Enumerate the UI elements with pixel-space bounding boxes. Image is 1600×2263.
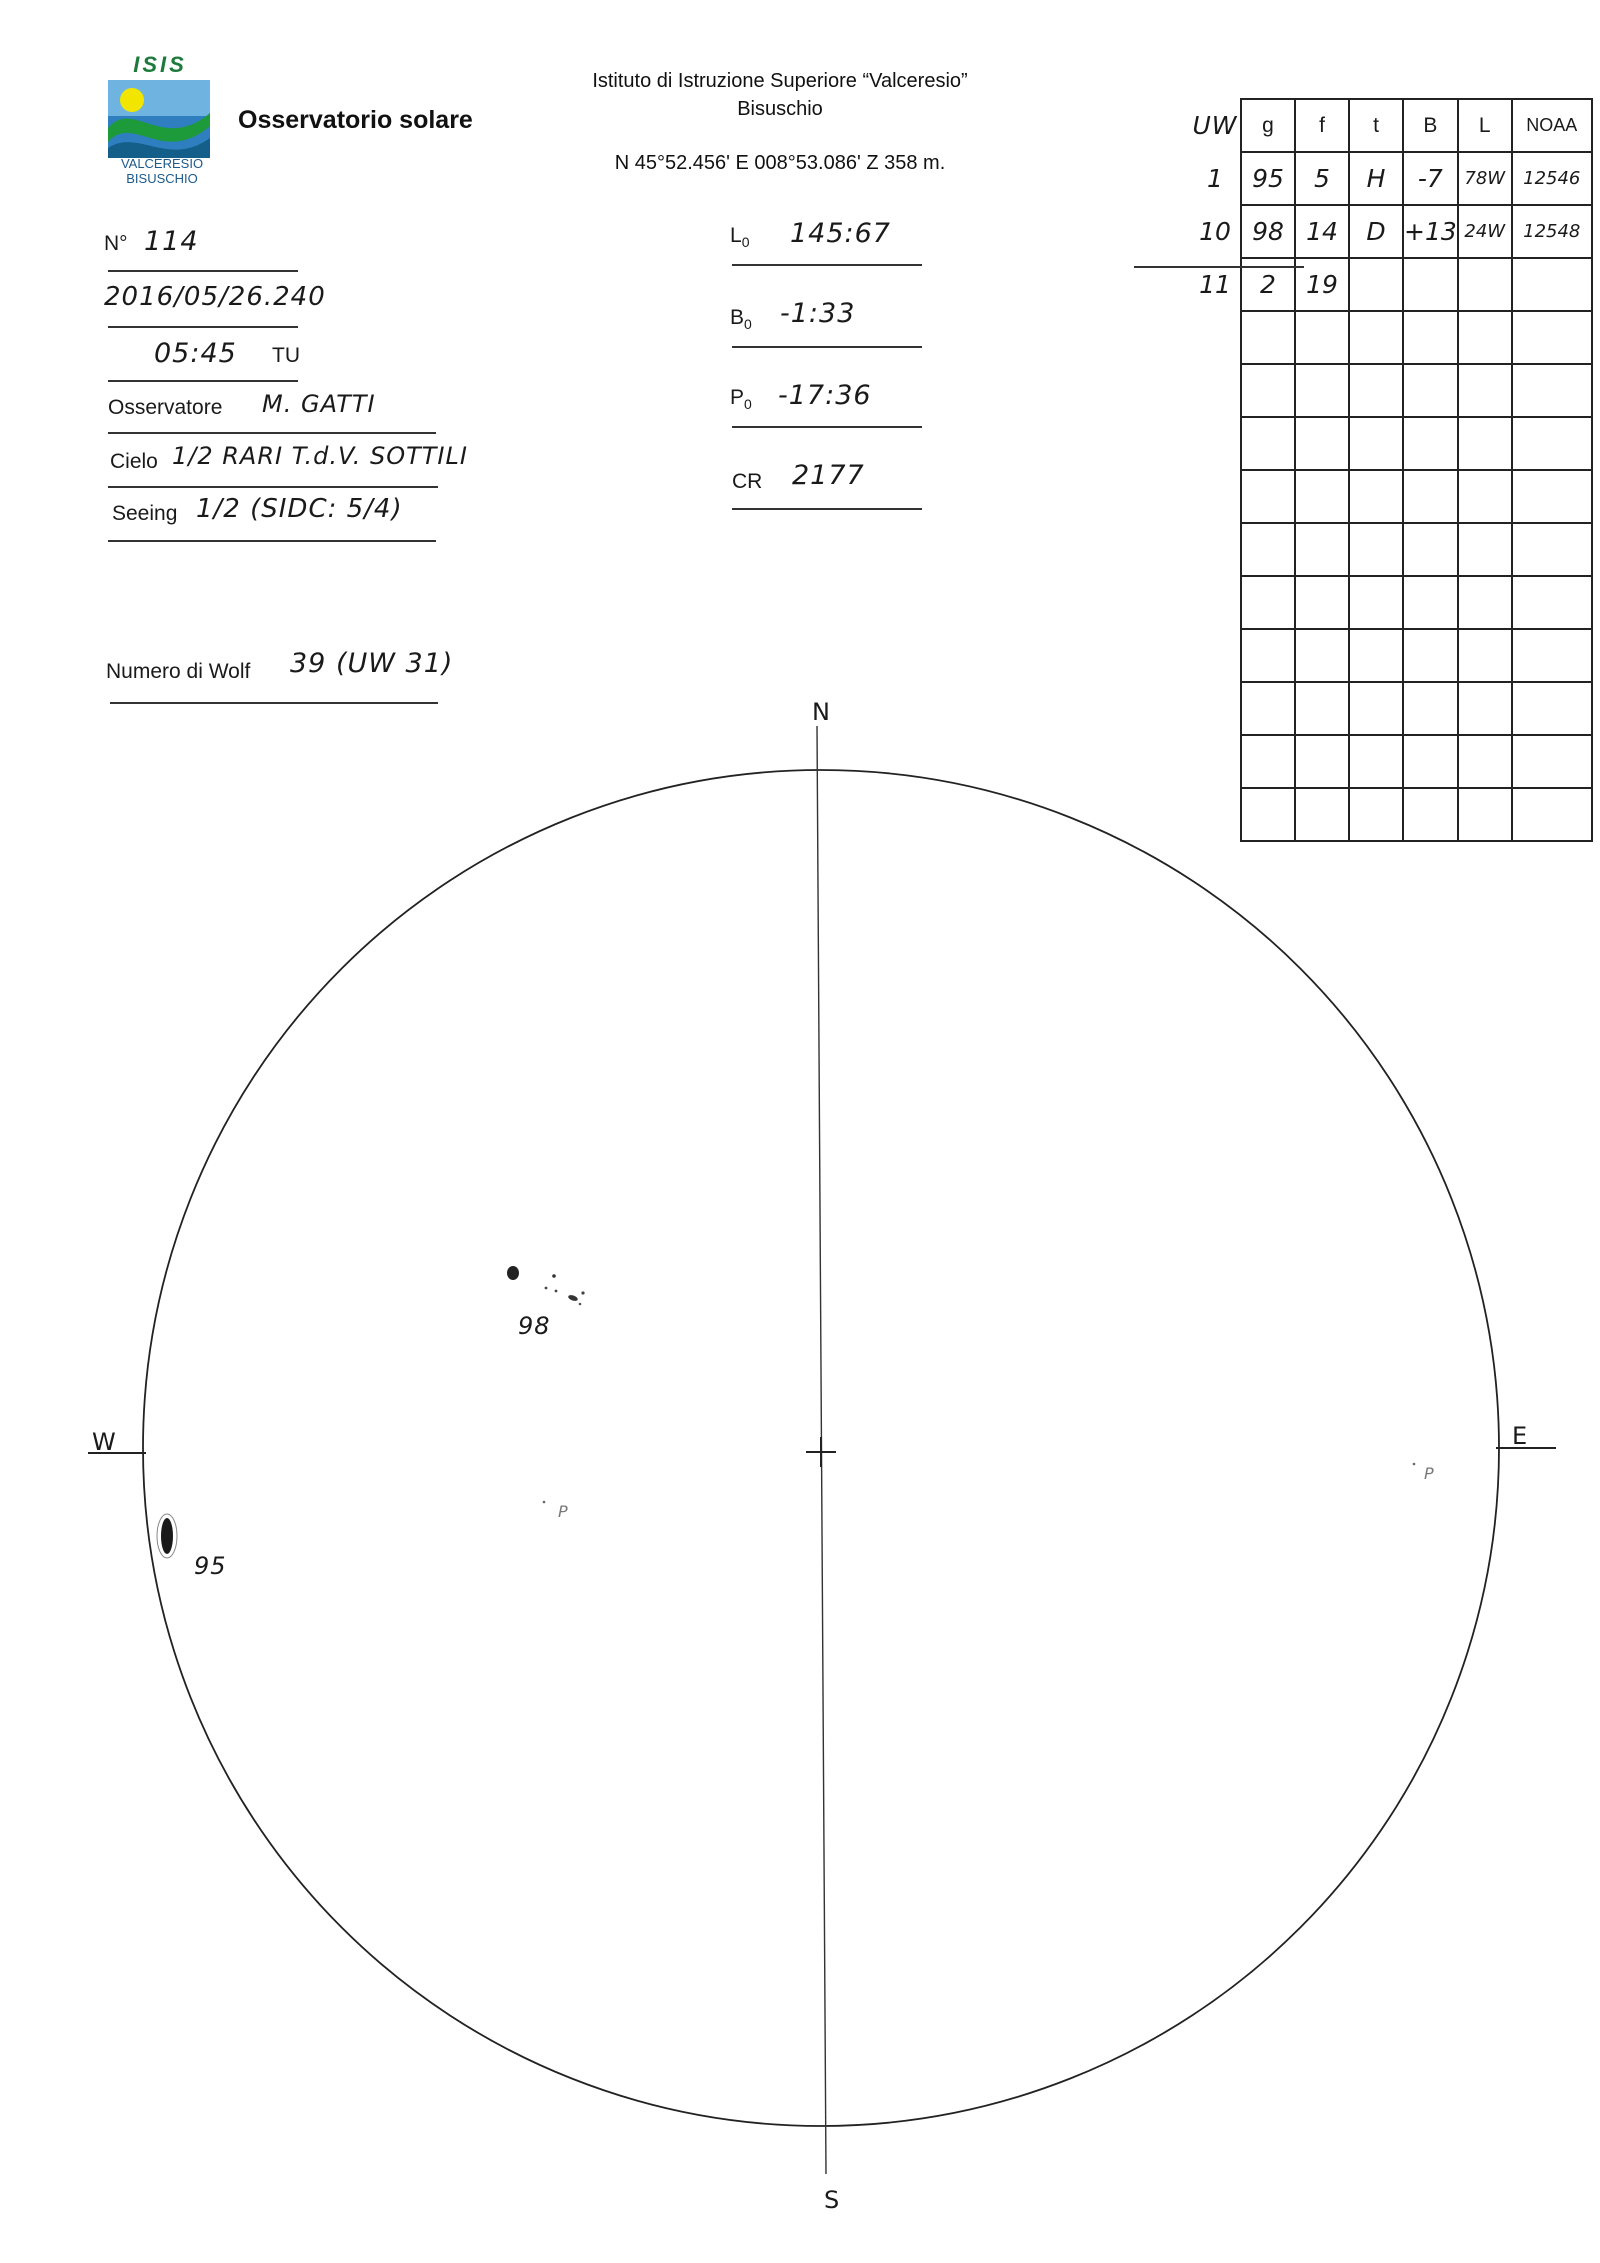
table-cell: [1403, 735, 1458, 788]
table-cell: 19: [1295, 258, 1349, 311]
sky-value: 1/2 RARI T.d.V. SOTTILI: [172, 442, 468, 470]
sunspot-98-dot: [579, 1303, 582, 1306]
table-cell: [1403, 258, 1458, 311]
table-row-empty: [1190, 364, 1592, 417]
uw-number: [1190, 735, 1241, 788]
observer-label: Osservatore: [108, 396, 223, 419]
sunspot-98-dot: [581, 1291, 584, 1294]
underline: [108, 326, 298, 328]
table-cell: [1241, 311, 1295, 364]
sunspot-95: [161, 1518, 173, 1554]
table-cell: [1458, 788, 1512, 841]
column-header: f: [1295, 99, 1349, 152]
table-cell: [1403, 523, 1458, 576]
table-cell: [1458, 364, 1512, 417]
wolf-label: Numero di Wolf: [106, 660, 251, 683]
table-cell: [1349, 629, 1403, 682]
seeing-label: Seeing: [112, 502, 178, 525]
institute-name: Istituto di Istruzione Superiore “Valceresio”: [592, 70, 968, 92]
table-cell: [1349, 788, 1403, 841]
table-cell: [1458, 311, 1512, 364]
table-cell: [1458, 682, 1512, 735]
p0-label: $P_0$: [730, 386, 752, 413]
table-cell: D: [1349, 205, 1403, 258]
table-row: [1190, 152, 1592, 205]
table-cell: 12546: [1512, 152, 1592, 205]
table-cell: [1349, 470, 1403, 523]
table-row-empty: [1190, 576, 1592, 629]
table-cell: [1241, 682, 1295, 735]
sky-label: Cielo: [110, 450, 158, 473]
underline: [732, 426, 922, 428]
table-cell: [1458, 629, 1512, 682]
uw-number: 10: [1190, 205, 1241, 258]
table-cell: [1403, 311, 1458, 364]
table-cell: [1241, 470, 1295, 523]
table-cell: [1295, 576, 1349, 629]
table-cell: [1403, 417, 1458, 470]
uw-number: [1190, 576, 1241, 629]
table-cell: [1349, 523, 1403, 576]
table-cell: [1512, 523, 1592, 576]
table-separator-line: [1134, 266, 1304, 268]
table-cell: 5: [1295, 152, 1349, 205]
column-header: t: [1349, 99, 1403, 152]
b0-label: $B_0$: [730, 306, 752, 333]
table-cell: [1512, 735, 1592, 788]
table-cell: [1512, 364, 1592, 417]
table-cell: [1512, 311, 1592, 364]
uw-number: [1190, 788, 1241, 841]
uw-number: [1190, 629, 1241, 682]
cr-label: CR: [732, 470, 763, 493]
table-cell: 98: [1241, 205, 1295, 258]
b0-value: -1:33: [780, 298, 856, 329]
underline: [732, 508, 922, 510]
table-cell: [1403, 576, 1458, 629]
table-cell: -7: [1403, 152, 1458, 205]
table-cell: [1241, 735, 1295, 788]
table-cell: [1241, 788, 1295, 841]
table-cell: [1458, 735, 1512, 788]
south-label: S: [824, 2186, 841, 2214]
column-header: NOAA: [1512, 99, 1592, 152]
table-cell: [1349, 682, 1403, 735]
table-cell: +13: [1403, 205, 1458, 258]
uw-number: [1190, 311, 1241, 364]
table-cell: [1295, 788, 1349, 841]
table-cell: 95: [1241, 152, 1295, 205]
north-south-axis: [817, 726, 826, 2174]
column-header: B: [1403, 99, 1458, 152]
table-cell: [1458, 417, 1512, 470]
table-cell: 14: [1295, 205, 1349, 258]
table-cell: [1512, 788, 1592, 841]
table-cell: [1295, 682, 1349, 735]
table-cell: [1512, 417, 1592, 470]
uw-number: [1190, 470, 1241, 523]
uw-number: [1190, 682, 1241, 735]
table-row-empty: [1190, 735, 1592, 788]
observer-value: M. GATTI: [262, 390, 376, 418]
sunspot-95-penumbra: [157, 1514, 177, 1558]
table-header-row: [1190, 99, 1592, 152]
uw-number: [1190, 523, 1241, 576]
number-value: 114: [144, 226, 199, 257]
table-row-empty: [1190, 311, 1592, 364]
west-label: W: [92, 1428, 117, 1456]
table-cell: [1241, 417, 1295, 470]
east-label: E: [1512, 1422, 1529, 1450]
logo-text: ISIS: [133, 52, 187, 77]
table-cell: [1458, 258, 1512, 311]
north-label: N: [812, 698, 831, 726]
underline: [110, 702, 438, 704]
table-cell: [1241, 576, 1295, 629]
underline: [108, 432, 436, 434]
table-cell: [1295, 364, 1349, 417]
sunspot-98-leader: [507, 1266, 519, 1280]
observatory-coordinates: N 45°52.456' E 008°53.086' Z 358 m.: [614, 152, 946, 174]
sunspot-98-dot: [555, 1290, 558, 1293]
underline: [108, 380, 298, 382]
table-cell: [1241, 364, 1295, 417]
wolf-value: 39 (UW 31): [290, 648, 454, 679]
logo-subtitle: VALCERESIO: [120, 156, 204, 171]
table-cell: [1403, 682, 1458, 735]
table-cell: [1458, 576, 1512, 629]
faculae-label: P: [558, 1502, 569, 1521]
table-cell: H: [1349, 152, 1403, 205]
table-cell: [1458, 523, 1512, 576]
table-cell: 78W: [1458, 152, 1512, 205]
underline: [732, 264, 922, 266]
table-cell: [1241, 523, 1295, 576]
table-row-empty: [1190, 682, 1592, 735]
table-cell: [1512, 682, 1592, 735]
table-row-empty: [1190, 417, 1592, 470]
group-98-label: 98: [518, 1312, 551, 1340]
underline: [108, 540, 436, 542]
table-row-empty: [1190, 523, 1592, 576]
uw-number: [1190, 417, 1241, 470]
table-cell: [1403, 788, 1458, 841]
table-cell: [1349, 364, 1403, 417]
underline: [108, 486, 438, 488]
table-cell: 12548: [1512, 205, 1592, 258]
table-cell: [1403, 629, 1458, 682]
observation-date: 2016/05/26.240: [104, 282, 326, 312]
table-cell: [1349, 576, 1403, 629]
table-cell: [1512, 576, 1592, 629]
uw-number: 1: [1190, 152, 1241, 205]
table-cell: [1349, 311, 1403, 364]
table-cell: [1295, 735, 1349, 788]
solar-disk-outline: [143, 770, 1499, 2126]
table-cell: [1349, 735, 1403, 788]
table-cell: [1241, 629, 1295, 682]
uw-number: [1190, 364, 1241, 417]
table-cell: [1512, 258, 1592, 311]
faculae-dot: [1413, 1463, 1416, 1466]
sunspot-98-follower: [567, 1294, 578, 1302]
seeing-value: 1/2 (SIDC: 5/4): [196, 494, 403, 524]
table-cell: [1403, 470, 1458, 523]
table-cell: [1295, 523, 1349, 576]
sunspot-groups-table: [1190, 98, 1593, 842]
uw-header: UW: [1190, 99, 1241, 152]
sunspot-98-dot: [552, 1274, 556, 1278]
p0-value: -17:36: [778, 380, 872, 411]
faculae-label-2: P: [1424, 1464, 1435, 1483]
table-cell: [1349, 258, 1403, 311]
faculae-dot: [543, 1501, 546, 1504]
table-cell: [1349, 417, 1403, 470]
l0-label: $L_0$: [730, 224, 750, 251]
table-row-empty: [1190, 788, 1592, 841]
table-row-empty: [1190, 629, 1592, 682]
number-label: N°: [104, 232, 128, 255]
table-row: [1190, 205, 1592, 258]
table-cell: [1512, 629, 1592, 682]
observatory-title: Osservatorio solare: [238, 106, 473, 134]
institute-town: Bisuschio: [737, 98, 823, 120]
l0-value: 145:67: [790, 218, 891, 249]
column-header: g: [1241, 99, 1295, 152]
table-cell: [1295, 629, 1349, 682]
table-cell: [1512, 470, 1592, 523]
time-unit: TU: [272, 344, 300, 367]
group-95-label: 95: [194, 1552, 227, 1580]
table-cell: [1295, 311, 1349, 364]
underline: [732, 346, 922, 348]
table-cell: [1458, 470, 1512, 523]
table-cell: 24W: [1458, 205, 1512, 258]
table-cell: [1295, 470, 1349, 523]
table-cell: 2: [1241, 258, 1295, 311]
table-cell: [1403, 364, 1458, 417]
underline: [108, 270, 298, 272]
table-cell: [1295, 417, 1349, 470]
sunspot-98-dot: [545, 1287, 548, 1290]
observation-time: 05:45: [154, 338, 237, 369]
table-row-empty: [1190, 470, 1592, 523]
cr-value: 2177: [792, 460, 865, 491]
uw-number: 11: [1190, 258, 1241, 311]
column-header: L: [1458, 99, 1512, 152]
logo-subtitle-2: BISUSCHIO: [126, 171, 198, 186]
